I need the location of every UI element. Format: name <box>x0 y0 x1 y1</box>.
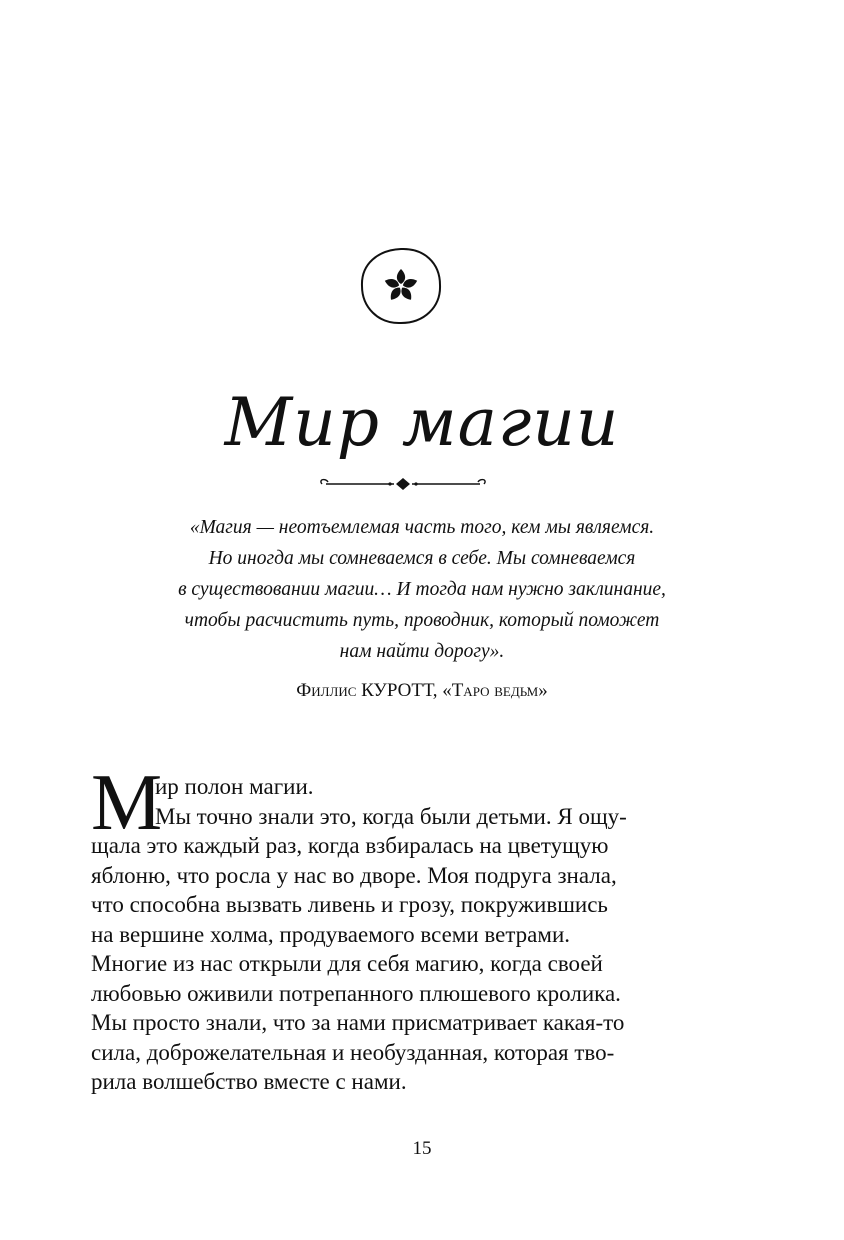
epigraph-line: в существовании магии… И тогда нам нужно заклинание, <box>178 579 666 600</box>
epigraph-line: чтобы расчистить путь, проводник, который поможет <box>184 610 660 631</box>
body-line: яблоню, что росла у нас во дворе. Моя подруга знала, <box>91 862 617 888</box>
flower-emblem-icon <box>358 245 444 327</box>
drop-cap: М <box>91 759 163 847</box>
body-line: что способна вызвать ливень и грозу, покружившись <box>91 892 608 917</box>
chapter-title: Мир магии <box>224 384 620 461</box>
body-line: рила волшебство вместе с нами. <box>91 1069 407 1094</box>
body-line: сила, доброжелательная и необузданная, которая тво- <box>91 1039 615 1065</box>
author-last-name: КУРОТТ <box>361 680 433 701</box>
body-line: ир полон магии. <box>155 774 314 799</box>
epigraph-quote <box>90 512 754 667</box>
page-number: 15 <box>412 1138 432 1159</box>
body-line: Мы просто знали, что за нами присматривает какая-то <box>91 1010 625 1035</box>
epigraph-line: «Магия — неотъемлемая часть того, кем мы являемся. <box>189 517 655 538</box>
body-line: любовью оживили потрепанного плюшевого кролика. <box>91 980 621 1006</box>
body-text <box>91 759 731 1097</box>
source-title: «Таро ведьм» <box>442 680 548 701</box>
ornamental-divider-icon <box>318 476 488 492</box>
body-line: Многие из нас открыли для себя магию, когда своей <box>91 951 603 976</box>
body-line: Мы точно знали это, когда были детьми. Я ощу- <box>155 803 627 829</box>
author-first-name: Филлис <box>296 680 357 701</box>
attribution-separator: , <box>432 680 443 701</box>
epigraph-attribution <box>0 677 844 705</box>
body-line: щала это каждый раз, когда взбиралась на цветущую <box>91 833 609 858</box>
epigraph-line: Но иногда мы сомневаемся в себе. Мы сомневаемся <box>208 548 636 569</box>
epigraph-line: нам найти дорогу». <box>339 641 505 662</box>
body-line: на вершине холма, продуваемого всеми ветрами. <box>91 921 571 947</box>
